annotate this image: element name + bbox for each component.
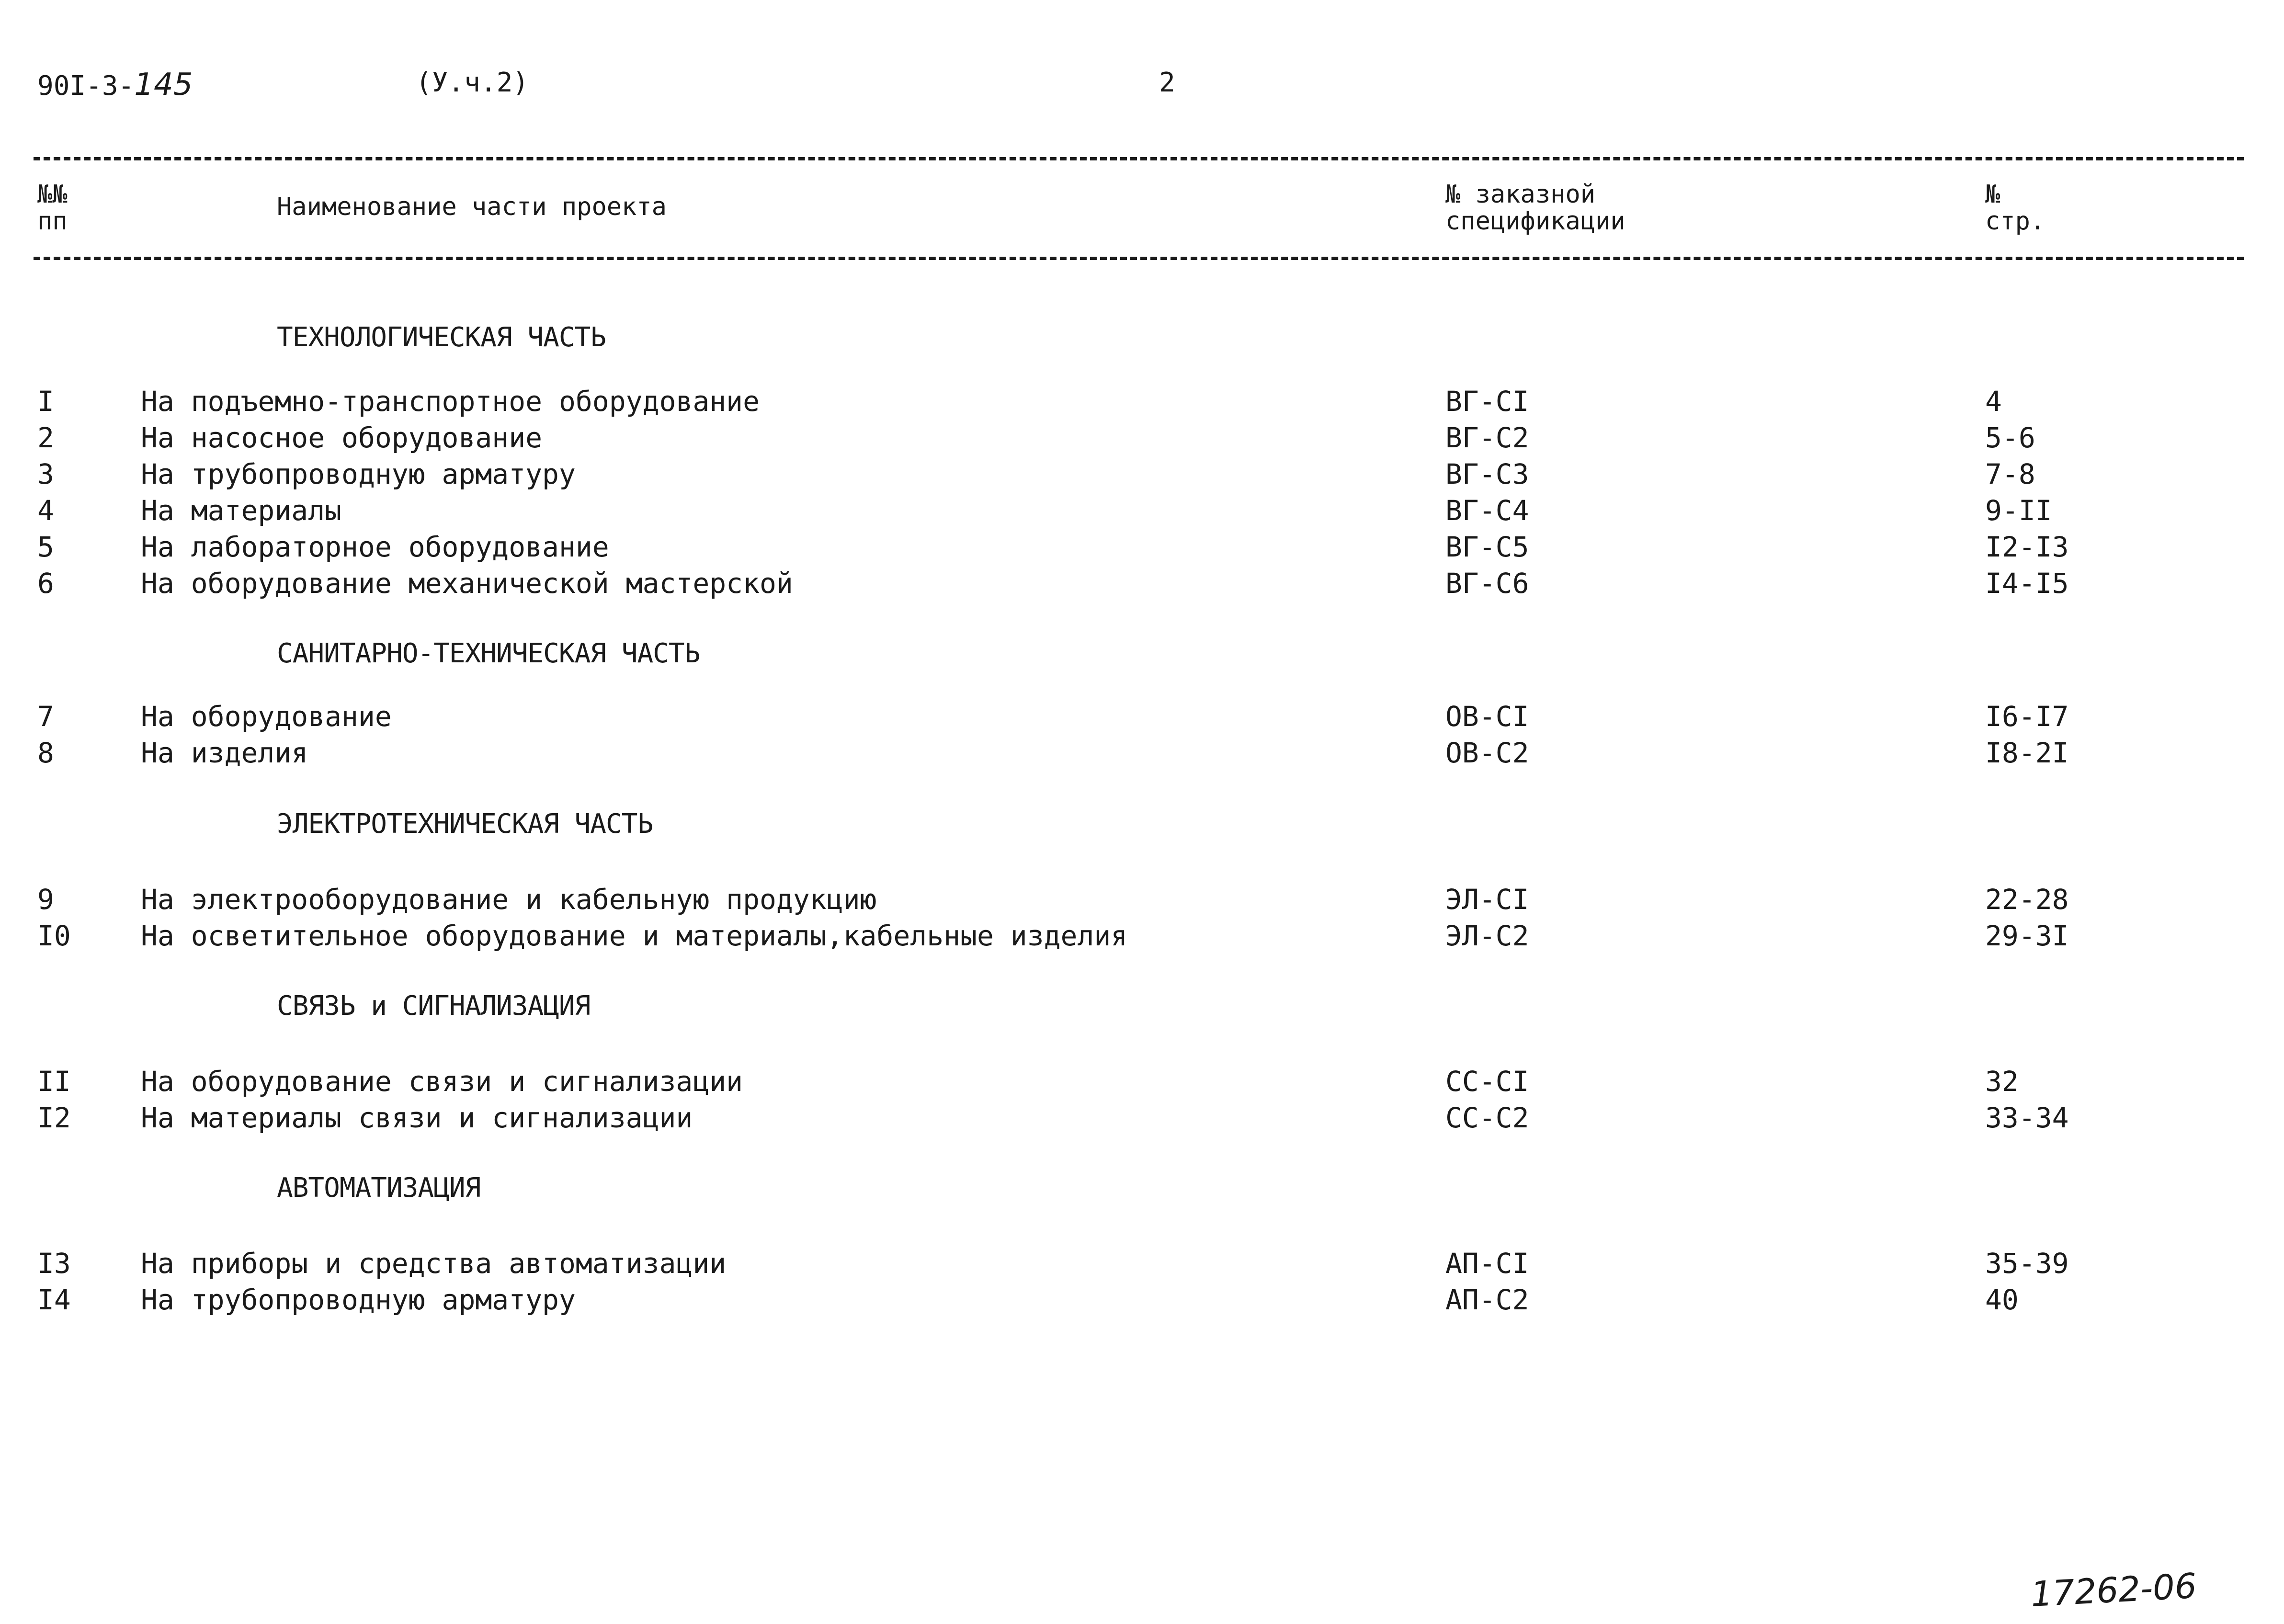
volume-label: (У.ч.2) (416, 67, 529, 98)
row-name: На осветительное оборудование и материалы,кабельные изделия (141, 920, 1128, 952)
row-spec: ВГ-С6 (1445, 567, 1529, 600)
row-spec: АП-СI (1445, 1247, 1529, 1280)
col-head-page (1985, 181, 2045, 235)
col-head-spec-line1: № заказной (1445, 180, 1596, 209)
col-head-page-line2: стр. (1985, 207, 2045, 236)
row-spec: ОВ-СI (1445, 700, 1529, 733)
row-num: I2 (37, 1102, 71, 1134)
row-page: I6-I7 (1985, 700, 2069, 733)
row-num: 2 (37, 421, 54, 454)
col-head-spec (1445, 181, 1625, 235)
row-num: I4 (37, 1283, 71, 1316)
row-spec: ВГ-СI (1445, 385, 1529, 418)
row-page: 32 (1985, 1065, 2019, 1098)
row-name: На оборудование связи и сигнализации (141, 1065, 743, 1098)
row-page: I4-I5 (1985, 567, 2069, 600)
row-page: 7-8 (1985, 458, 2035, 490)
handwritten-archive-number: 17262-06 (2030, 1565, 2198, 1615)
row-num: 4 (37, 494, 54, 527)
col-head-page-line1: № (1985, 180, 2000, 209)
row-spec: ВГ-С2 (1445, 421, 1529, 454)
row-spec: ЭЛ-СI (1445, 883, 1529, 916)
row-spec: СС-СI (1445, 1065, 1529, 1098)
col-head-num-line1: №№ (37, 180, 68, 209)
row-name: На насосное оборудование (141, 421, 543, 454)
row-page: 5-6 (1985, 421, 2035, 454)
row-name: На материалы (141, 494, 342, 527)
row-name: На изделия (141, 737, 308, 769)
row-num: I (37, 385, 54, 418)
row-name: На электрооборудование и кабельную продукцию (141, 883, 877, 916)
row-num: 5 (37, 531, 54, 563)
row-name: На оборудование механической мастерской (141, 567, 793, 600)
row-name: На трубопроводную арматуру (141, 458, 576, 490)
row-page: I2-I3 (1985, 531, 2069, 563)
col-head-spec-line2: спецификации (1445, 207, 1625, 236)
row-name: На подъемно-транспортное оборудование (141, 385, 760, 418)
row-num: 9 (37, 883, 54, 916)
row-num: 8 (37, 737, 54, 769)
doc-code (37, 67, 193, 102)
col-head-num-line2: пп (37, 207, 68, 236)
row-num: I0 (37, 920, 71, 952)
section-title-technological: ТЕХНОЛОГИЧЕСКАЯ ЧАСТЬ (277, 322, 606, 353)
doc-code-handwritten: 145 (134, 67, 193, 102)
row-page: I8-2I (1985, 737, 2069, 769)
row-page: 22-28 (1985, 883, 2069, 916)
row-page: 9-II (1985, 494, 2052, 527)
section-title-electrotechnical: ЭЛЕКТРОТЕХНИЧЕСКАЯ ЧАСТЬ (277, 808, 653, 840)
row-spec: ВГ-С3 (1445, 458, 1529, 490)
section-title-automation: АВТОМАТИЗАЦИЯ (277, 1172, 481, 1204)
row-spec: ВГ-С5 (1445, 531, 1529, 563)
doc-code-prefix: 90I-3- (37, 70, 135, 102)
row-spec: ВГ-С4 (1445, 494, 1529, 527)
row-name: На приборы и средства автоматизации (141, 1247, 727, 1280)
row-page: 35-39 (1985, 1247, 2069, 1280)
row-num: I3 (37, 1247, 71, 1280)
col-head-name: Наименование части проекта (277, 193, 667, 221)
row-spec: СС-С2 (1445, 1102, 1529, 1134)
header-top-rule (34, 157, 2244, 160)
row-spec: ЭЛ-С2 (1445, 920, 1529, 952)
row-name: На оборудование (141, 700, 392, 733)
row-num: 6 (37, 567, 54, 600)
row-name: На лабораторное оборудование (141, 531, 609, 563)
row-name: На материалы связи и сигнализации (141, 1102, 693, 1134)
section-title-communications: СВЯЗЬ и СИГНАЛИЗАЦИЯ (277, 990, 591, 1022)
row-page: 40 (1985, 1283, 2019, 1316)
row-page: 29-3I (1985, 920, 2069, 952)
row-spec: ОВ-С2 (1445, 737, 1529, 769)
header-bottom-rule (34, 257, 2244, 260)
row-num: 3 (37, 458, 54, 490)
row-name: На трубопроводную арматуру (141, 1283, 576, 1316)
row-num: 7 (37, 700, 54, 733)
row-page: 4 (1985, 385, 2002, 418)
page-number: 2 (1159, 67, 1175, 98)
row-page: 33-34 (1985, 1102, 2069, 1134)
section-title-sanitary: САНИТАРНО-ТЕХНИЧЕСКАЯ ЧАСТЬ (277, 638, 700, 669)
row-num: II (37, 1065, 71, 1098)
row-spec: АП-С2 (1445, 1283, 1529, 1316)
col-head-num (37, 181, 68, 235)
